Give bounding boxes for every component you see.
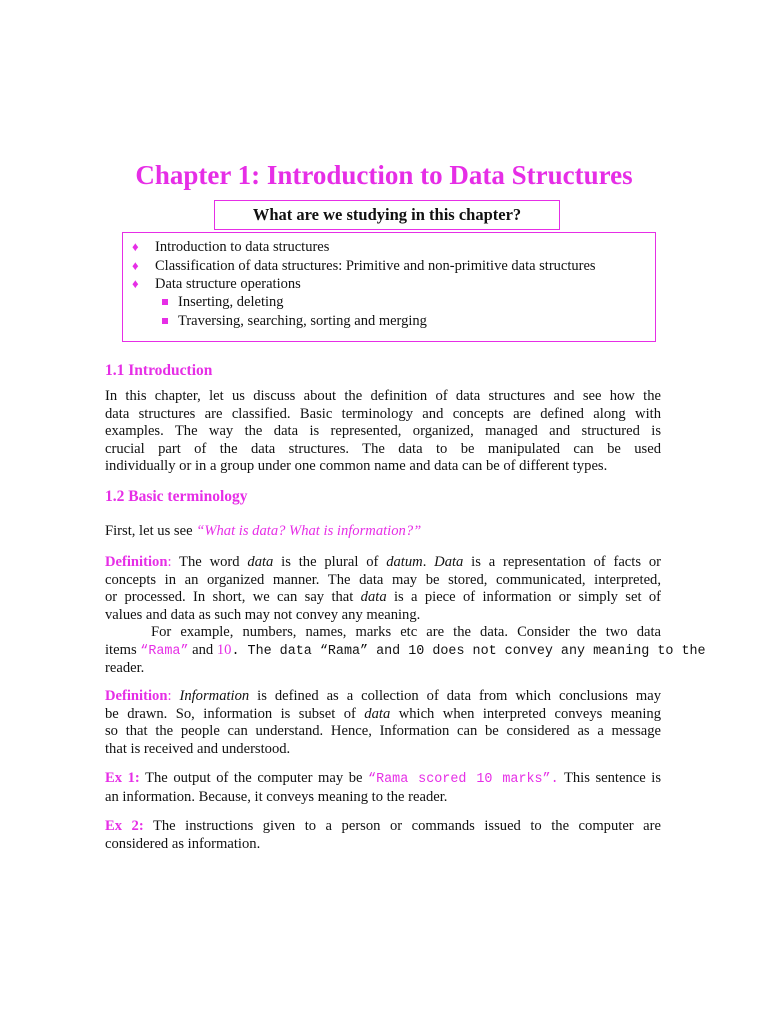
paragraph-line: For example, numbers, names, marks etc are the data. Consider the two data [151, 624, 661, 640]
first-question-line [105, 523, 661, 541]
text-run: is defined as a collection of data from which conclusions may [249, 688, 661, 704]
diamond-bullet-icon: ♦ [132, 276, 139, 291]
text-run: datum [386, 554, 423, 570]
definition-colon: : [167, 554, 172, 570]
first-question-prefix: First, let us see [105, 523, 197, 539]
text-run: be drawn. So, information is subset of [105, 705, 365, 722]
paragraph-line: reader. [105, 660, 145, 677]
text-run: or processed. In short, we can say that [105, 589, 361, 606]
diamond-bullet-icon: ♦ [132, 239, 139, 254]
information-definition-paragraph [105, 688, 661, 758]
example-value-rama: “Rama” [140, 643, 189, 659]
paragraph-line: an information. Because, it conveys meaning to the reader. [105, 788, 448, 805]
text-run: The output of the computer may be [139, 770, 369, 786]
text-run: . The data “Rama” and 10 does not convey any meaning to the [231, 643, 706, 659]
example-label: Ex 1: [105, 770, 140, 786]
text-run: and [188, 641, 217, 658]
paragraph-line: crucial part of the data structures. The data to be manipulated can be used [105, 440, 661, 457]
text-run: is the plural of [273, 554, 387, 570]
text-run: The word [171, 554, 248, 570]
first-question-text: “What is data? What is information?” [196, 523, 422, 539]
chapter-title: Chapter 1: Introduction to Data Structures [135, 160, 633, 190]
text-run: is a representation of facts or [463, 554, 661, 570]
section-heading-introduction: 1.1 Introduction [105, 362, 213, 379]
example-1-paragraph [105, 770, 661, 806]
chapter-study-box-title: What are we studying in this chapter? [214, 200, 560, 230]
example-value-ten: 10 [216, 641, 232, 658]
subtopic-item: Traversing, searching, sorting and merging [178, 313, 427, 329]
example-label: Ex 2: [105, 818, 144, 834]
paragraph-line: In this chapter, let us discuss about the definition of data structures and see how the [105, 388, 661, 404]
definition-colon: : [167, 688, 172, 704]
paragraph-line: so that the people can understand. Hence, Information can be considered as a message [105, 723, 661, 740]
diamond-bullet-icon: ♦ [132, 258, 139, 273]
subtopic-item: Inserting, deleting [178, 294, 284, 310]
text-run: which when interpreted conveys meaning [390, 705, 661, 722]
definition-label: Definition [105, 688, 168, 704]
text-run: items [105, 641, 141, 658]
paragraph-line: individually or in a group under one common name and data can be of different types. [105, 458, 608, 475]
definition-label: Definition [105, 554, 168, 570]
text-run: Data [434, 554, 464, 570]
paragraph-line: concepts in an organized manner. The data may be stored, communicated, interpreted, [105, 571, 661, 588]
section-heading-basic-terminology: 1.2 Basic terminology [105, 488, 248, 505]
text-run: Information [179, 688, 250, 704]
topics-box [122, 232, 656, 342]
topic-item: Data structure operations [155, 276, 301, 292]
paragraph-line: values and data as such may not convey any meaning. [105, 606, 421, 623]
paragraph-line: examples. The way the data is represented, organized, managed and structured is [105, 423, 661, 440]
text-run: data [247, 554, 274, 570]
text-run: The instructions given to a person or commands issued to the computer are [143, 818, 661, 834]
text-run: is a piece of information or simply set of [386, 589, 661, 606]
paragraph-line: that is received and understood. [105, 740, 291, 757]
text-run: This sentence is [558, 770, 662, 786]
paragraph-line: data structures are classified. Basic terminology and concepts are defined along with [105, 405, 661, 422]
text-run: data [364, 705, 391, 722]
topic-item: Introduction to data structures [155, 239, 330, 255]
text-run: data [360, 589, 387, 606]
data-definition-paragraph [105, 554, 661, 624]
introduction-paragraph [105, 388, 661, 476]
text-run: . [422, 554, 435, 570]
example-2-paragraph [105, 818, 661, 853]
example-paragraph [105, 624, 706, 678]
square-bullet-icon [162, 299, 168, 305]
topic-item: Classification of data structures: Primitive and non-primitive data structures [155, 258, 596, 274]
example-output-quote: “Rama scored 10 marks”. [368, 772, 559, 787]
square-bullet-icon [162, 318, 168, 324]
paragraph-line: considered as information. [105, 835, 261, 852]
